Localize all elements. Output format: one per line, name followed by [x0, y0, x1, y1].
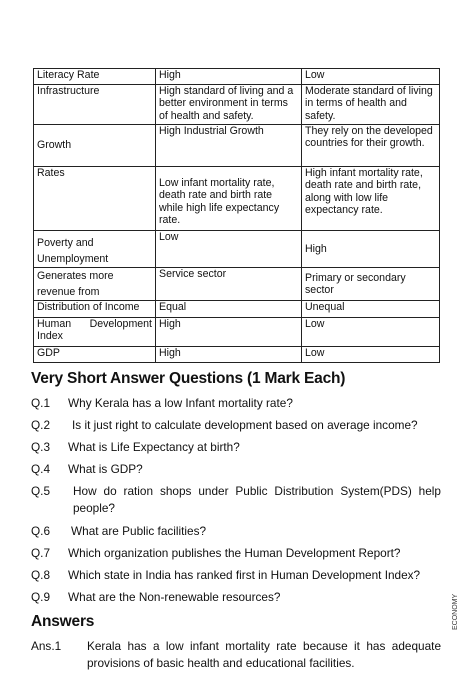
- side-watermark: ECONOMY: [452, 593, 459, 630]
- table-cell: Primary or secondary sector: [302, 268, 440, 301]
- table-cell: Equal: [156, 301, 302, 318]
- table-row: [34, 85, 440, 125]
- table-row: [34, 231, 440, 268]
- table-cell: Moderate standard of living in terms of health and safety.: [302, 85, 440, 125]
- question-number: Q.5: [31, 484, 51, 498]
- table-row: [34, 301, 440, 318]
- table-cell: High: [156, 318, 302, 347]
- question-number: Q.1: [31, 396, 51, 410]
- question-number: Q.7: [31, 546, 51, 560]
- question-number: Q.4: [31, 462, 51, 476]
- question-text: Why Kerala has a low Infant mortality rate?: [68, 396, 293, 410]
- question-text: Which organization publishes the Human Development Report?: [68, 546, 401, 560]
- table-row: [34, 69, 440, 85]
- table-cell: Low infant mortality rate, death rate and birth rate while high life expectancy rate.: [156, 167, 302, 231]
- table-cell: High standard of living and a better environment in terms of health and safety.: [156, 85, 302, 125]
- question-text: What are Public facilities?: [71, 524, 207, 538]
- table-cell: Low: [302, 318, 440, 347]
- table-cell: High: [156, 69, 302, 85]
- question-number: Q.9: [31, 590, 51, 604]
- answer-text: Kerala has a low infant mortality rate because it has adequate provisions of basic health and educational facilities.: [87, 639, 441, 670]
- question-text: What are the Non-renewable resources?: [68, 590, 281, 604]
- table-row: [34, 347, 440, 363]
- question-number: Q.3: [31, 440, 51, 454]
- table-cell: Distribution of Income: [34, 301, 156, 318]
- answer-number: Ans.1: [31, 639, 62, 653]
- table-row: [34, 318, 440, 347]
- table-cell: Poverty and Unemployment: [34, 231, 156, 268]
- table-cell: High: [156, 347, 302, 363]
- table-cell: Human Development Index: [34, 318, 156, 347]
- table-cell: Growth: [34, 125, 156, 167]
- table-cell: High: [302, 231, 440, 268]
- question-item: [31, 483, 441, 519]
- comparison-table: [33, 68, 440, 363]
- table-cell: Low: [302, 347, 440, 363]
- table-cell: Unequal: [302, 301, 440, 318]
- question-text: How do ration shops under Public Distribution System(PDS) help people?: [73, 484, 441, 515]
- question-text: Is it just right to calculate development based on average income?: [72, 418, 418, 432]
- table-cell: Infrastructure: [34, 85, 156, 125]
- question-number: Q.8: [31, 568, 51, 582]
- answer-item: [31, 638, 441, 674]
- table-row: [34, 167, 440, 231]
- table-cell: High Industrial Growth: [156, 125, 302, 167]
- question-text: What is GDP?: [68, 462, 143, 476]
- question-text: Which state in India has ranked first in Human Development Index?: [68, 568, 421, 582]
- table-cell: Rates: [34, 167, 156, 231]
- table-cell: Generates more revenue from: [34, 268, 156, 301]
- table-cell: GDP: [34, 347, 156, 363]
- section-heading: Answers: [31, 613, 95, 630]
- question-number: Q.6: [31, 524, 51, 538]
- table-cell: Service sector: [156, 268, 302, 301]
- table-row: [34, 125, 440, 167]
- question-text: What is Life Expectancy at birth?: [68, 440, 240, 454]
- table-cell: Low: [156, 231, 302, 268]
- table-row: [34, 268, 440, 301]
- table-cell: They rely on the developed countries for their growth.: [302, 125, 440, 167]
- table-cell: High infant mortality rate, death rate and birth rate, along with low life expectancy rate.: [302, 167, 440, 231]
- question-number: Q.2: [31, 418, 51, 432]
- table-cell: Literacy Rate: [34, 69, 156, 85]
- section-heading: Very Short Answer Questions (1 Mark Each): [31, 370, 346, 387]
- table-cell: Low: [302, 69, 440, 85]
